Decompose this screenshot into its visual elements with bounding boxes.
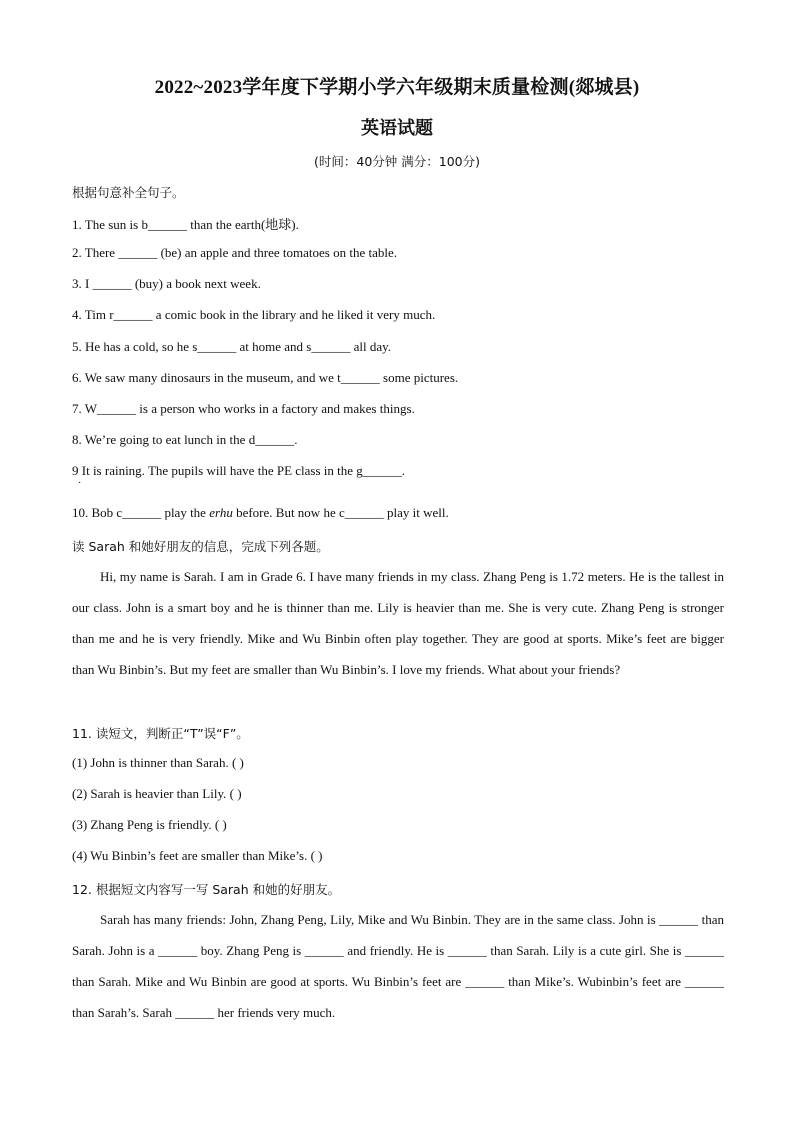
section2-instruction: 读 Sarah 和她好朋友的信息，完成下列各题。 [72,539,329,554]
section1-instruction: 根据句意补全句子。 [72,185,185,200]
q11-item-4: (4) Wu Binbin’s feet are smaller than Mike’s. ( ) [72,848,323,863]
question-1: 1. The sun is b______ than the earth(地球). [72,217,299,232]
exam-title: 2022~2023学年度下学期小学六年级期末质量检测(郯城县) [154,77,640,98]
q12-label: 12. 根据短文内容写一写 Sarah 和她的好朋友。 [72,882,341,897]
question-9: 9 It is raining. The pupils will have the PE class in the g______. [72,463,406,478]
question-8: 8. We’re going to eat lunch in the d______. [72,432,298,447]
exam-subject: 英语试题 [361,118,433,138]
q11-label: 11. 读短文，判断正“T”误“F”。 [72,726,249,741]
question-4: 4. Tim r______ a comic book in the library and he liked it very much. [72,307,436,322]
stray-dot: · [78,478,82,489]
exam-meta: (时间：40分钟 满分：100分) [314,154,480,169]
question-3: 3. I ______ (buy) a book next week. [72,276,261,291]
q11-item-2: (2) Sarah is heavier than Lily. ( ) [72,786,242,801]
reading-passage: Hi, my name is Sarah. I am in Grade 6. I have many friends in my class. Zhang Peng is 1.72 meters. He is the tallest in our class. John is a smart boy and he is thinner than me. Lily is heavier than me. She is very cute. Zhang Peng is stronger than me and he is very friendly. Mike and Wu Binbin often play together. They are good at sports. Mike’s feet are bigger than Wu Binbin’s. But my feet are smaller than Wu Binbin’s. I love my friends. What about your friends? [72,569,724,677]
question-10: 10. Bob c______ play the erhu before. But now he c______ play it well. [72,505,449,520]
q11-item-1: (1) John is thinner than Sarah. ( ) [72,755,244,770]
q11-item-3: (3) Zhang Peng is friendly. ( ) [72,817,227,832]
q12-passage: Sarah has many friends: John, Zhang Peng, Lily, Mike and Wu Binbin. They are in the same class. John is ______ than Sarah. John is a ______ boy. Zhang Peng is ______ and friendly. He is ______ than Sarah. Lily is a cute girl. She is ______ than Sarah. Mike and Wu Binbin are good at sports. Wu Binbin’s feet are ______ than Mike’s. Wubinbin’s feet are ______ than Sarah’s. Sarah ______ her friends very much. [72,912,724,1020]
question-7: 7. W______ is a person who works in a factory and makes things. [72,401,415,416]
question-5: 5. He has a cold, so he s______ at home and s______ all day. [72,339,392,354]
question-6: 6. We saw many dinosaurs in the museum, and we t______ some pictures. [72,370,459,385]
question-2: 2. There ______ (be) an apple and three tomatoes on the table. [72,245,398,260]
